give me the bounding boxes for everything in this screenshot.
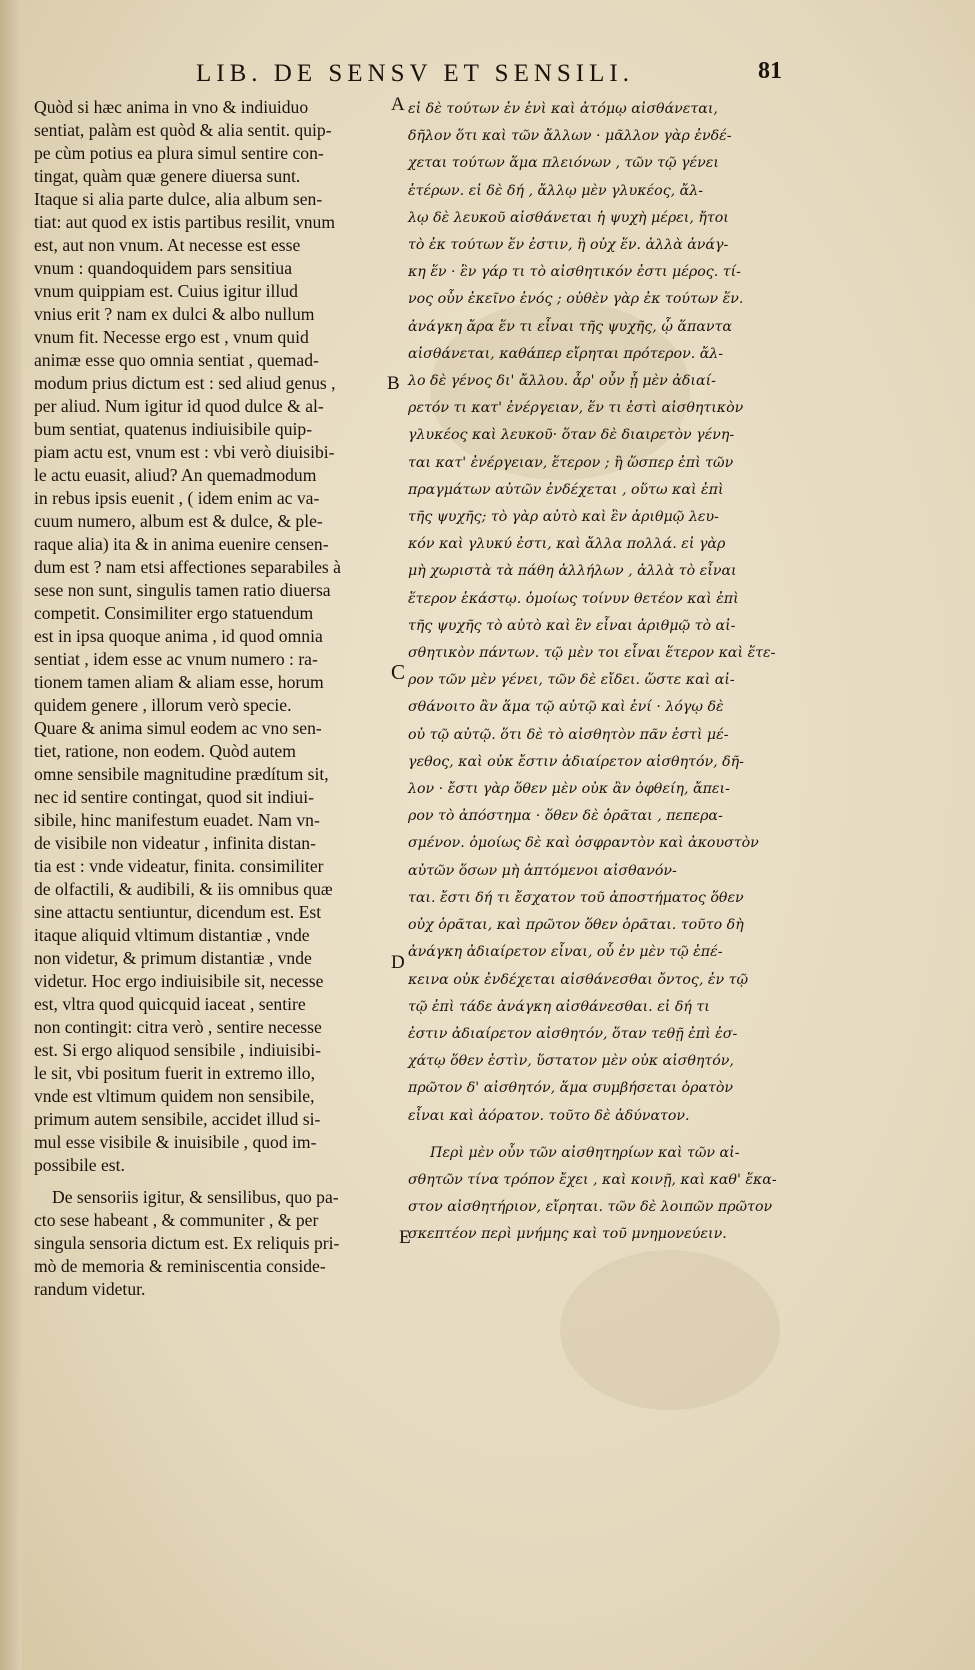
greek-line: γλυκέος καὶ λευκοῦ· ὅταν δὲ διαιρετὸν γένη- [408,427,735,444]
greek-line: ρον τὸ ἀπόστημα · ὅθεν δὲ ὁρᾶται , πεπερα- [408,808,723,825]
greek-line: ἑτέρων. εἰ δὲ δή , ἄλλῳ μὲν γλυκέος, ἄλ- [408,182,704,199]
greek-line: ἀνάγκη ἀδιαίρετον εἶναι, οὗ ἐν μὲν τῷ ἐπέ- [408,944,723,961]
greek-line: γεθος, καὶ οὐκ ἔστιν ἀδιαίρετον αἰσθητόν, δῆ- [408,753,744,770]
latin-line: vnum fit. Necesse ergo est , vnum quid [34,327,309,347]
latin-line: raque alia) ita & in anima euenire censen- [34,534,329,554]
greek-line: ἀνάγκη ἄρα ἕν τι εἶναι τῆς ψυχῆς, ᾧ ἅπαντα [408,318,732,335]
paper-stain [560,1250,780,1410]
latin-line: quidem genere , illorum verò specie. [34,695,292,715]
greek-line: μὴ χωριστὰ τὰ πάθη ἀλλήλων , ἀλλὰ τὸ εἶναι [408,563,737,580]
latin-line: Quare & anima simul eodem ac vno sen- [34,718,322,738]
latin-line: primum autem sensibile, accidet illud si- [34,1109,321,1129]
greek-line: λῳ δὲ λευκοῦ αἰσθάνεται ἡ ψυχὴ μέρει, ἤτοι [408,209,729,226]
margin-marker-c: C [391,660,406,684]
latin-line: est. Si ergo aliquod sensibile , indiuisibi- [34,1040,322,1060]
latin-line: vnum : quandoquidem pars sensitiua [34,258,293,278]
latin-line: est, vltra quod quicquid iaceat , sentire [34,994,306,1014]
latin-line: sese non sunt, singulis tamen ratio diuersa [34,580,331,600]
greek-closing-line: στον αἰσθητήριον, εἴρηται. τῶν δὲ λοιπῶν πρῶτον [408,1199,773,1216]
latin-line: Quòd si hæc anima in vno & indiuiduo [34,97,309,117]
latin-line: le sit, vbi positum fuerit in extremo illo, [34,1063,315,1083]
latin-line: sibile, hinc manifestum euadet. Nam vn- [34,810,320,830]
latin-line: le actu euasit, aliud? An quemadmodum [34,465,317,485]
greek-line: οὐχ ὁρᾶται, καὶ πρῶτον ὅθεν ὁρᾶται. τοῦτο δὴ [408,917,744,934]
latin-line: vnius erit ? nam ex dulci & albo nullum [34,304,315,324]
greek-line: ρον τῶν μὲν γένει, τῶν δὲ εἴδει. ὥστε καὶ αἰ- [408,672,735,689]
margin-marker-e: E [399,1227,411,1248]
latin-closing-line: randum videtur. [34,1279,146,1299]
greek-line: ἐστιν ἀδιαίρετον αἰσθητόν, ὅταν τεθῇ ἐπὶ ἐσ- [408,1025,738,1042]
latin-closing-line: De sensoriis igitur, & sensilibus, quo pa- [52,1187,339,1207]
greek-line: αἰσθάνεται, καθάπερ εἴρηται πρότερον. ἄλ- [408,345,724,362]
latin-line: non videtur, & primum distantiæ , vnde [34,948,312,968]
latin-line: mul esse visibile & inuisibile , quod im- [34,1132,317,1152]
running-title: LIB. DE SENSV ET SENSILI. [196,60,634,87]
greek-line: σθάνοιτο ἂν ἅμα τῷ αὐτῷ καὶ ἑνί · λόγῳ δὲ [408,699,724,716]
greek-line: εἰ δὲ τούτων ἐν ἑνὶ καὶ ἀτόμῳ αἰσθάνεται, [408,101,718,117]
page-gutter [0,0,22,1670]
latin-line: tiat: aut quod ex istis partibus resilit, vnum [34,212,336,232]
latin-line: de olfactili, & audibili, & iis omnibus quæ [34,879,333,899]
greek-line: κεινα οὐκ ἐνδέχεται αἰσθάνεσθαι ὄντος, ἐν τῷ [408,971,749,988]
greek-line: λον · ἔστι γὰρ ὅθεν μὲν οὐκ ἂν ὀφθείη, ἄπει- [408,781,730,798]
folio-number: 81 [758,58,782,84]
margin-marker-a: A [391,94,405,115]
latin-line: vnde est vltimum quidem non sensibile, [34,1086,315,1106]
greek-column [408,96,783,1249]
latin-line: per aliud. Num igitur id quod dulce & al- [34,396,324,416]
greek-line: ται. ἔστι δή τι ἔσχατον τοῦ ἀποστήματος ὅθεν [408,889,744,906]
latin-line: omne sensibile magnitudine prædítum sit, [34,764,329,784]
greek-line: χάτῳ ὅθεν ἐστὶν, ὕστατον μὲν οὐκ αἰσθητόν, [408,1053,734,1070]
latin-line: de visibile non videatur , infinita distan- [34,833,316,853]
greek-line: χεται τούτων ἅμα πλειόνων , τῶν τῷ γένει [408,155,719,172]
greek-closing-line: σκεπτέον περὶ μνήμης καὶ τοῦ μνημονεύειν. [408,1226,727,1243]
latin-closing-line: mò de memoria & reminiscentia conside- [34,1256,326,1276]
greek-line: οὐ τῷ αὐτῷ. ὅτι δὲ τὸ αἰσθητὸν πᾶν ἐστὶ μέ- [408,726,729,743]
latin-line: est in ipsa quoque anima , id quod omnia [34,626,323,646]
greek-line: πρῶτον δ' αἰσθητόν, ἅμα συμβήσεται ὁρατὸν [408,1080,734,1097]
latin-line: dum est ? nam etsi affectiones separabiles à [34,557,341,577]
latin-line: sine attactu sentiuntur, dicendum est. Est [34,902,322,922]
latin-line: sentiat, palàm est quòd & alia sentit. quip- [34,120,332,140]
greek-line: πραγμάτων αὐτῶν ἐνδέχεται , οὕτω καὶ ἐπὶ [408,481,724,498]
greek-closing-line: σθητῶν τίνα τρόπον ἔχει , καὶ κοινῇ, καὶ καθ' ἕκα- [408,1171,777,1188]
margin-marker-b: B [387,373,400,394]
latin-line: tiet, ratione, non eodem. Quòd autem [34,741,296,761]
latin-line: nec id sentire contingat, quod sit indiui- [34,787,314,807]
latin-line: possibile est. [34,1155,125,1175]
latin-line: est, aut non vnum. At necesse est esse [34,235,301,255]
greek-line: τῷ ἐπὶ τάδε ἀνάγκη αἰσθάνεσθαι. εἰ δή τι [408,998,710,1015]
latin-line: pe cùm potius ea plura simul sentire con- [34,143,324,163]
latin-line: itaque aliquid vltimum distantiæ , vnde [34,925,310,945]
greek-line: σμένον. ὁμοίως δὲ καὶ ὀσφραντὸν καὶ ἀκουστὸν [408,835,759,852]
latin-line: tionem tamen aliam & aliam esse, horum [34,672,324,692]
latin-line: vnum quippiam est. Cuius igitur illud [34,281,298,301]
latin-line: bum sentiat, quatenus indiuisibile quip- [34,419,313,439]
greek-line: σθητικὸν πάντων. τῷ μὲν τοι εἶναι ἕτερον καὶ ἕτε- [408,645,776,662]
latin-line: videtur. Hoc ergo indiuisibile sit, necesse [34,971,324,991]
latin-line: piam actu est, vnum est : vbi verò diuisibi- [34,442,335,462]
latin-line: sentiat , idem esse ac vnum numero : ra- [34,649,318,669]
greek-line: κόν καὶ γλυκύ ἐστι, καὶ ἄλλα πολλά. εἰ γὰρ [408,536,726,553]
greek-line: εἶναι καὶ ἀόρατον. τοῦτο δὲ ἀδύνατον. [408,1107,690,1124]
greek-line: δῆλον ὅτι καὶ τῶν ἄλλων · μᾶλλον γὰρ ἐνδέ- [408,128,732,145]
greek-closing-line: Περὶ μὲν οὖν τῶν αἰσθητηρίων καὶ τῶν αἰ- [430,1144,740,1161]
greek-line: ται κατ' ἐνέργειαν, ἕτερον ; ἢ ὥσπερ ἐπὶ τῶν [408,454,734,471]
latin-line: in rebus ipsis euenit , ( idem enim ac va- [34,488,320,508]
greek-line: τῆς ψυχῆς τὸ αὐτὸ καὶ ἓν εἶναι ἀριθμῷ τὸ αἰ- [408,617,736,634]
greek-line: ἕτερον ἑκάστῳ. ὁμοίως τοίνυν θετέον καὶ ἐπὶ [408,590,739,607]
latin-line: competit. Consimiliter ergo statuendum [34,603,314,623]
latin-line: modum prius dictum est : sed aliud genus , [34,373,336,393]
greek-line: τὸ ἐκ τούτων ἕν ἐστιν, ἢ οὐχ ἕν. ἀλλὰ ἀνάγ- [408,237,729,254]
greek-line: τῆς ψυχῆς; τὸ γὰρ αὐτὸ καὶ ἓν ἀριθμῷ λευ- [408,509,719,526]
latin-line: Itaque si alia parte dulce, alia album sen- [34,189,323,209]
greek-line: νος οὖν ἐκεῖνο ἑνός ; οὐθὲν γὰρ ἐκ τούτων ἕν. [408,291,744,308]
margin-marker-d: D [391,952,405,973]
latin-line: animæ esse quo omnia sentiat , quemad- [34,350,319,370]
latin-closing-line: cto sese habeant , & communiter , & per [34,1210,319,1230]
latin-column [34,96,386,1301]
latin-line: tingat, quàm quæ genere diuersa sunt. [34,166,301,186]
latin-line: non contingit: citra verò , sentire necesse [34,1017,322,1037]
greek-line: ρετόν τι κατ' ἐνέργειαν, ἕν τι ἐστὶ αἰσθητικὸν [408,400,744,417]
greek-line: αὐτῶν ὅσων μὴ ἁπτόμενοι αἰσθανόν- [408,862,677,879]
greek-line: λο δὲ γένος δι' ἄλλου. ἆρ' οὖν ᾗ μὲν ἀδιαί- [408,373,716,390]
latin-line: cuum numero, album est & dulce, & ple- [34,511,323,531]
latin-closing-line: singula sensoria dictum est. Ex reliquis pri- [34,1233,340,1253]
greek-line: κη ἕν · ἓν γάρ τι τὸ αἰσθητικόν ἐστι μέρος. τί- [408,264,741,281]
latin-line: tia est : vnde videatur, finita. consimiliter [34,856,324,876]
